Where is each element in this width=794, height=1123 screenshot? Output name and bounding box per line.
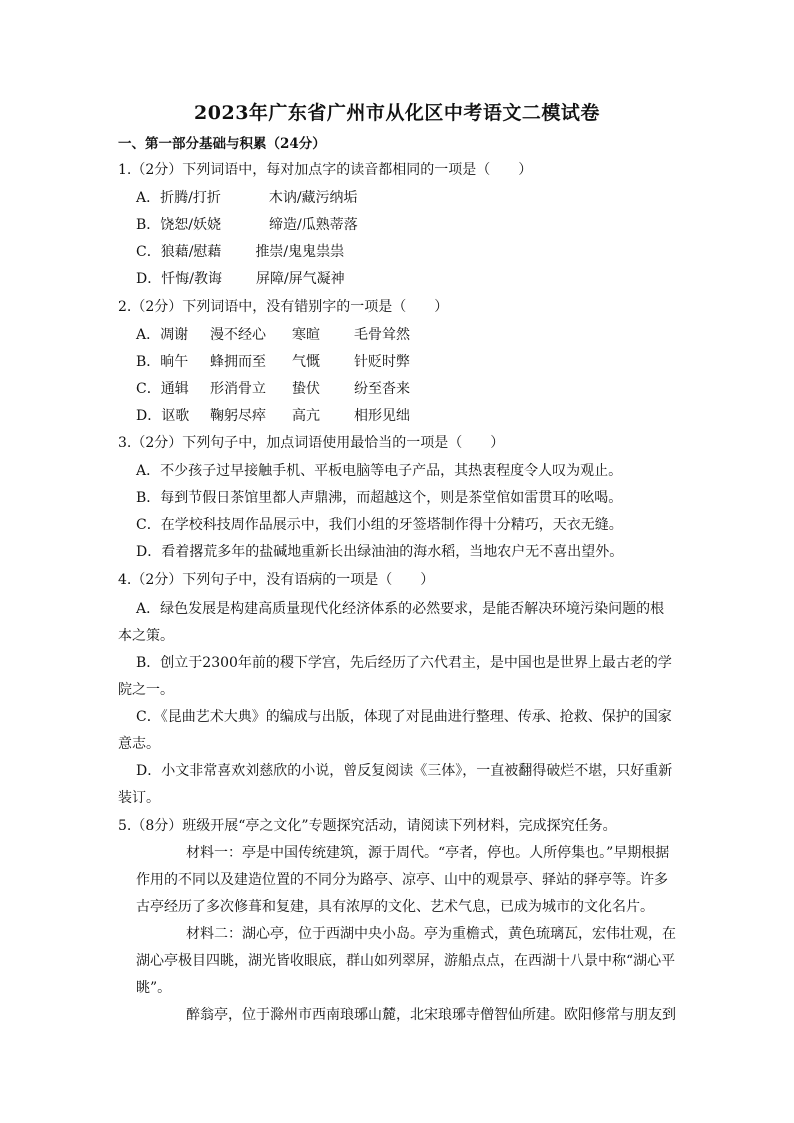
option-pair: 木讷/藏污纳垢 <box>268 190 358 206</box>
question-5-stem: 5.（8分）班级开展“亭之文化”专题探究活动，请阅读下列材料，完成探究任务。 <box>118 818 617 834</box>
page-title: 2023年广东省广州市从化区中考语文二模试卷 <box>194 102 600 124</box>
q1-option-d <box>136 269 345 289</box>
option-word: 漫不经心 <box>210 327 266 343</box>
q1-option-a <box>136 188 358 208</box>
question-2-stem: 2.（2分）下列词语中，没有错别字的一项是（ ） <box>118 299 449 315</box>
q3-option-d: D．看着撂荒多年的盐碱地重新长出绿油油的海水稻，当地农户无不喜出望外。 <box>136 544 624 560</box>
material-3: 醉翁亭，位于滁州市西南琅琊山麓，北宋琅琊寺僧智仙所建。欧阳修常与朋友到 <box>186 1007 676 1023</box>
q2-option-c <box>136 379 410 399</box>
question-1-stem: 1.（2分）下列词语中，每对加点字的读音都相同的一项是（ ） <box>118 162 533 178</box>
material-1: 材料一：亭是中国传统建筑，源于周代。“亭者，停也。人所停集也。”早期根据作用的不同以及建造位置的不同分为路亭、凉亭、山中的观景亭、驿站的驿亭等。许多古亭经历了多次修葺和复建，具有浓厚的文化、艺术气息，已成为城市的文化名片。 <box>136 845 670 915</box>
section-heading: 一、第一部分基础与积累（24分） <box>118 136 326 152</box>
q3-option-b: B．每到节假日茶馆里都人声鼎沸，而超越这个，则是茶堂倌如雷贯耳的吆喝。 <box>136 490 623 506</box>
option-word: 蜂拥而至 <box>210 354 266 370</box>
option-word: 高亢 <box>292 408 320 424</box>
question-4-stem: 4.（2分）下列句子中，没有语病的一项是（ ） <box>118 572 435 588</box>
option-word: 气慨 <box>292 354 320 370</box>
option-label: A．折腾/打折 <box>136 190 221 206</box>
q2-option-d <box>136 406 410 426</box>
option-pair: 推崇/鬼鬼祟祟 <box>255 244 345 260</box>
option-word: 形消骨立 <box>210 381 266 397</box>
option-word: 鞠躬尽瘁 <box>210 408 266 424</box>
option-word: D．讴歌 <box>136 408 190 424</box>
q3-option-c: C．在学校科技周作品展示中，我们小组的牙签塔制作得十分精巧，天衣无缝。 <box>136 517 623 533</box>
option-label: B．饶恕/妖娆 <box>136 217 222 233</box>
option-pair: 屏障/屏气凝神 <box>255 271 345 287</box>
option-word: 针贬时弊 <box>354 354 410 370</box>
q2-option-b <box>136 352 410 372</box>
option-word: 纷至沓来 <box>354 381 410 397</box>
q3-option-a: A．不少孩子过早接触手机、平板电脑等电子产品，其热衷程度令人叹为观止。 <box>136 463 623 479</box>
q4-option-b: B．创立于2300年前的稷下学宫，先后经历了六代君主，是中国也是世界上最古老的学院之一。 <box>118 655 672 698</box>
option-label: D．忏悔/教诲 <box>136 271 222 287</box>
material-2: 材料二：湖心亭，位于西湖中央小岛。亭为重檐式，黄色琉璃瓦，宏伟壮观，在湖心亭极目四眺，湖光皆收眼底，群山如列翠屏，游船点点，在西湖十八景中称“湖心平眺”。 <box>136 926 676 996</box>
option-word: 相形见绌 <box>354 408 410 424</box>
q4-option-d: D．小文非常喜欢刘慈欣的小说，曾反复阅读《三体》，一直被翻得破烂不堪，只好重新装订。 <box>118 763 673 806</box>
q1-option-b <box>136 215 358 235</box>
option-word: B．晌午 <box>136 354 189 370</box>
q4-option-a: A．绿色发展是构建高质量现代化经济体系的必然要求，是能否解决环境污染问题的根本之策。 <box>118 601 665 644</box>
question-3-stem: 3.（2分）下列句子中，加点词语使用最恰当的一项是（ ） <box>118 435 505 451</box>
option-label: C．狼藉/慰藉 <box>136 244 222 260</box>
option-word: 毛骨耸然 <box>354 327 410 343</box>
option-pair: 缔造/瓜熟蒂落 <box>269 217 358 233</box>
q4-option-c: C．《昆曲艺术大典》的编成与出版，体现了对昆曲进行整理、传承、抢救、保护的国家意志。 <box>118 709 672 752</box>
q2-option-a <box>136 325 410 345</box>
option-word: 蛰伏 <box>292 381 320 397</box>
option-word: C．通辑 <box>136 381 189 397</box>
option-word: A．凋谢 <box>136 327 189 343</box>
option-word: 寒暄 <box>292 327 320 343</box>
q1-option-c <box>136 242 344 262</box>
